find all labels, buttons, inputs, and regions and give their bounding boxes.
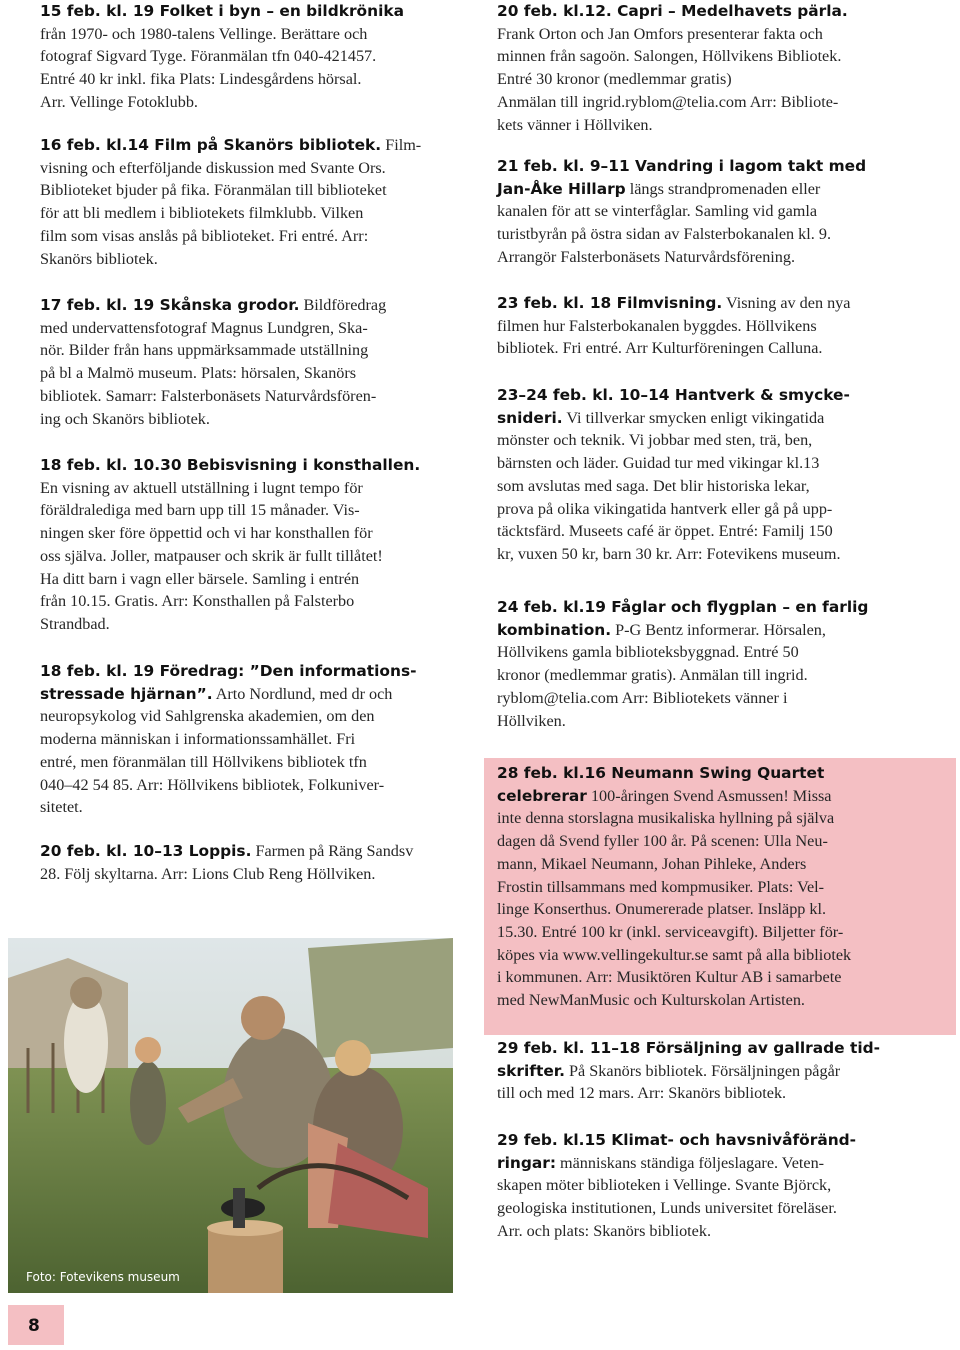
event-heading: stressade hjärnan”. xyxy=(40,684,213,703)
event-line xyxy=(40,339,386,362)
event-item xyxy=(40,660,417,819)
event-text: Höllviken. xyxy=(497,711,566,730)
event-line xyxy=(497,710,868,733)
event-line xyxy=(40,157,421,180)
event-text: Visning av den nya xyxy=(722,294,851,312)
event-text: bibliotek. Fri entré. Arr Kulturföreningen Calluna. xyxy=(497,339,823,358)
event-text: till och med 12 mars. Arr: Skanörs bibliotek. xyxy=(497,1084,787,1103)
event-line xyxy=(497,407,850,430)
event-line xyxy=(40,45,404,68)
event-heading: 16 feb. kl.14 Film på Skanörs bibliotek. xyxy=(40,136,382,154)
event-item xyxy=(40,0,404,114)
event-line xyxy=(497,114,848,137)
event-text: Höllvikens gamla biblioteksbyggnad. Entré 50 xyxy=(497,643,799,662)
event-line xyxy=(497,1220,856,1243)
event-text: mönster och teknik. Vi jobbar med sten, trä, ben, xyxy=(497,431,813,450)
event-text: Bildföredrag xyxy=(299,296,387,314)
event-text: ryblom@telia.com Arr: Bibliotekets vänner i xyxy=(497,688,788,707)
event-heading: 23–24 feb. kl. 10–14 Hantverk & smycke- xyxy=(497,386,850,404)
event-text: moderna människan i informationssamhället. Fri xyxy=(40,730,356,749)
event-heading: 21 feb. kl. 9–11 Vandring i lagom takt med xyxy=(497,157,867,175)
event-line xyxy=(497,596,868,619)
event-text: människans ständiga följeslagare. Veten- xyxy=(555,1153,825,1172)
event-text: Arr. Vellinge Fotoklubb. xyxy=(40,92,198,111)
event-line xyxy=(497,23,848,46)
event-line xyxy=(40,545,420,568)
event-line xyxy=(497,1197,856,1220)
event-heading: 15 feb. kl. 19 Folket i byn – en bildkrönika xyxy=(40,2,404,20)
event-line xyxy=(40,863,413,886)
event-text: ing och Skanörs bibliotek. xyxy=(40,409,210,428)
event-line xyxy=(497,91,848,114)
event-text: prova på olika vikingatida hantverk eller gå på upp- xyxy=(497,499,833,518)
event-line xyxy=(497,0,848,23)
event-text: Ha ditt barn i vagn eller bärsele. Samling i entrén xyxy=(40,569,360,588)
event-text: Biblioteket bjuder på fika. Föranmälan till biblioteket xyxy=(40,181,387,200)
event-line xyxy=(497,337,850,360)
event-text: dagen då Svend fyller 100 år. På scenen: Ulla Neu- xyxy=(497,832,828,851)
event-line xyxy=(497,498,850,521)
event-line xyxy=(40,179,421,202)
event-line xyxy=(40,0,404,23)
event-line xyxy=(497,921,851,944)
event-item xyxy=(40,134,421,270)
event-heading: Jan-Åke Hillarp xyxy=(497,179,626,198)
event-text: bärnsten och läder. Guidad tur med vikingar kl.13 xyxy=(497,454,820,473)
event-text: på bl a Malmö museum. Plats: hörsalen, Skanörs xyxy=(40,364,357,383)
event-text: Arr. och plats: Skanörs bibliotek. xyxy=(497,1221,712,1240)
event-item xyxy=(497,762,851,1012)
event-heading: 18 feb. kl. 10.30 Bebisvisning i konsthallen. xyxy=(40,456,421,474)
event-line xyxy=(497,1174,856,1197)
event-line xyxy=(40,23,404,46)
event-text: mann, Mikael Neumann, Johan Pihleke, Anders xyxy=(497,854,807,873)
event-item xyxy=(497,596,868,732)
event-text: linge Konserthus. Onumererade platser. Insläpp kl. xyxy=(497,900,827,919)
event-line xyxy=(40,362,386,385)
event-line xyxy=(497,200,866,223)
event-item xyxy=(497,384,850,566)
event-item xyxy=(497,155,866,269)
event-line xyxy=(497,687,868,710)
photo-viking-craft xyxy=(8,938,453,1293)
event-text: Skanörs bibliotek. xyxy=(40,249,158,268)
event-text: för att bli medlem i bibliotekets filmklubb. Vilken xyxy=(40,204,364,223)
event-heading: 29 feb. kl. 11–18 Försäljning av gallrade tid- xyxy=(497,1039,881,1057)
event-line xyxy=(497,807,851,830)
event-heading: 20 feb. kl.12. Capri – Medelhavets pärla. xyxy=(497,2,848,20)
event-line xyxy=(497,178,866,201)
event-text: En visning av aktuell utställning i lugnt tempo för xyxy=(40,478,363,497)
event-line xyxy=(40,294,386,317)
event-line xyxy=(497,664,868,687)
event-text: neuropsykolog vid Sahlgrenska akademien, om den xyxy=(40,707,375,726)
event-heading: 20 feb. kl. 10–13 Loppis. xyxy=(40,842,252,860)
event-text: P-G Bentz informerar. Hörsalen, xyxy=(611,620,826,639)
event-text: kets vänner i Höllviken. xyxy=(497,115,653,134)
event-line xyxy=(40,317,386,340)
event-line xyxy=(40,202,421,225)
event-text: entré, men föranmälan till Höllvikens bibliotek tfn xyxy=(40,752,367,771)
event-text: film som visas anslås på biblioteket. Fri entré. Arr: xyxy=(40,226,369,245)
event-line xyxy=(497,898,851,921)
event-text: 28. Följ skyltarna. Arr: Lions Club Reng Höllviken. xyxy=(40,864,376,883)
event-text: med undervattensfotograf Magnus Lundgren, Ska- xyxy=(40,318,368,337)
photo-credit: Foto: Fotevikens museum xyxy=(26,1270,180,1284)
event-item xyxy=(40,840,413,885)
event-text: från 1970- och 1980-talens Vellinge. Berättare och xyxy=(40,24,368,43)
event-text: ningen sker före öppettid och vi har konsthallen för xyxy=(40,524,373,543)
event-line xyxy=(497,966,851,989)
event-line xyxy=(40,499,420,522)
event-line xyxy=(40,248,421,271)
event-line xyxy=(497,1152,856,1175)
event-line xyxy=(40,134,421,157)
event-line xyxy=(40,68,404,91)
event-text: nör. Bilder från hans uppmärksammade utställning xyxy=(40,341,369,360)
event-text: sitetet. xyxy=(40,798,83,817)
event-line xyxy=(40,774,417,797)
event-line xyxy=(40,568,420,591)
event-heading: 18 feb. kl. 19 Föredrag: ”Den informations- xyxy=(40,662,417,680)
event-line xyxy=(497,246,866,269)
event-text: Frank Orton och Jan Omfors presenterar fakta och xyxy=(497,24,823,43)
event-item xyxy=(40,294,386,430)
event-line xyxy=(497,830,851,853)
event-heading: 29 feb. kl.15 Klimat- och havsnivåföränd- xyxy=(497,1131,857,1149)
photo-illustration xyxy=(8,938,453,1293)
event-text: som avslutas med saga. Det blir historiska lekar, xyxy=(497,476,810,495)
event-line xyxy=(497,315,850,338)
event-text: täcktsfärd. Museets café är öppet. Entré: Familj 150 xyxy=(497,522,833,541)
event-text: kanalen för att se vinterfåglar. Samling vid gamla xyxy=(497,202,818,221)
event-line xyxy=(40,705,417,728)
event-line xyxy=(497,520,850,543)
page-number: 8 xyxy=(28,1316,40,1336)
event-line xyxy=(40,408,386,431)
event-heading: skrifter. xyxy=(497,1061,565,1080)
event-text: 15.30. Entré 100 kr (inkl. serviceavgift). Biljetter för- xyxy=(497,922,844,941)
event-line xyxy=(497,1037,880,1060)
event-line xyxy=(497,944,851,967)
event-line xyxy=(497,1082,880,1105)
event-text: Farmen på Räng Sandsv xyxy=(251,842,414,860)
event-item xyxy=(497,292,850,360)
event-line xyxy=(497,384,850,407)
event-line xyxy=(40,522,420,545)
event-line xyxy=(497,292,850,315)
event-item xyxy=(497,0,848,136)
event-text: 040–42 54 85. Arr: Höllvikens bibliotek, Folkuniver- xyxy=(40,775,385,794)
event-heading: kombination. xyxy=(497,620,612,639)
event-text: Strandbad. xyxy=(40,614,110,633)
event-item xyxy=(40,454,420,636)
event-line xyxy=(40,454,420,477)
event-text: minnen från sagoön. Salongen, Höllvikens Bibliotek. xyxy=(497,47,842,66)
event-text: med NewManMusic och Kulturskolan Artisten. xyxy=(497,991,805,1010)
event-line xyxy=(497,452,850,475)
event-line xyxy=(497,1060,880,1083)
event-line xyxy=(40,385,386,408)
event-line xyxy=(40,91,404,114)
event-heading: 17 feb. kl. 19 Skånska grodor. xyxy=(40,296,300,314)
event-line xyxy=(497,429,850,452)
event-text: Arrangör Falsterbonäsets Naturvårdsförening. xyxy=(497,247,796,266)
event-line xyxy=(40,683,417,706)
event-text: köpes via www.vellingekultur.se samt på alla bibliotek xyxy=(497,945,852,964)
event-line xyxy=(497,543,850,566)
event-text: Entré 40 kr inkl. fika Plats: Lindesgårdens hörsal. xyxy=(40,70,362,89)
event-text: oss själva. Joller, matpauser och skrik är fullt tillåtet! xyxy=(40,546,383,565)
event-text: Frostin tillsammans med kompmusiker. Plats: Vel- xyxy=(497,877,825,896)
event-line xyxy=(40,660,417,683)
event-line xyxy=(497,989,851,1012)
event-line xyxy=(40,796,417,819)
event-line xyxy=(40,751,417,774)
event-text: geologiska institutionen, Lunds universitet föreläser. xyxy=(497,1199,837,1218)
event-item xyxy=(497,1037,880,1105)
event-text: bibliotek. Samarr: Falsterbonäsets Naturvårdsfören- xyxy=(40,386,377,405)
event-line xyxy=(40,613,420,636)
event-text: visning och efterföljande diskussion med Svante Ors. xyxy=(40,158,386,177)
event-text: Film- xyxy=(381,136,422,154)
event-line xyxy=(497,223,866,246)
event-text: föräldralediga med barn upp till 15 månader. Vis- xyxy=(40,501,360,520)
event-text: Anmälan till ingrid.ryblom@telia.com Arr: Bibliote- xyxy=(497,92,839,111)
event-text: skapen möter biblioteken i Vellinge. Svante Björck, xyxy=(497,1176,832,1195)
event-line xyxy=(497,155,866,178)
event-heading: snideri. xyxy=(497,408,563,427)
event-heading: 23 feb. kl. 18 Filmvisning. xyxy=(497,294,723,312)
event-line xyxy=(40,840,413,863)
event-line xyxy=(497,853,851,876)
event-line xyxy=(40,225,421,248)
event-line xyxy=(497,876,851,899)
event-text: 100-åringen Svend Asmussen! Missa xyxy=(586,786,832,805)
event-line xyxy=(497,68,848,91)
event-text: inte denna storslagna musikaliska hyllning på själva xyxy=(497,809,835,828)
event-line xyxy=(497,641,868,664)
event-text: Arto Nordlund, med dr och xyxy=(212,684,393,703)
event-text: Vi tillverkar smycken enligt vikingatida xyxy=(562,408,825,427)
event-item xyxy=(497,1129,856,1243)
event-line xyxy=(497,45,848,68)
event-text: turistbyrån på östra sidan av Falsterbokanalen kl. 9. xyxy=(497,225,832,244)
event-text: kronor (medlemmar gratis). Anmälan till ingrid. xyxy=(497,666,808,685)
event-line xyxy=(40,477,420,500)
event-heading: 28 feb. kl.16 Neumann Swing Quartet xyxy=(497,764,825,782)
event-line xyxy=(40,590,420,613)
event-line xyxy=(497,1129,856,1152)
event-line xyxy=(497,762,851,785)
event-text: filmen hur Falsterbokanalen byggdes. Höllvikens xyxy=(497,316,817,335)
event-text: fotograf Sigvard Tyge. Föranmälan tfn 040-421457. xyxy=(40,47,377,66)
event-line xyxy=(40,728,417,751)
event-line xyxy=(497,785,851,808)
event-text: kr, vuxen 50 kr, barn 30 kr. Arr: Fotevikens museum. xyxy=(497,544,841,563)
event-line xyxy=(497,619,868,642)
event-heading: celebrerar xyxy=(497,786,587,805)
event-text: från 10.15. Gratis. Arr: Konsthallen på Falsterbo xyxy=(40,592,355,611)
event-heading: ringar: xyxy=(497,1153,556,1172)
event-heading: 24 feb. kl.19 Fåglar och flygplan – en farlig xyxy=(497,598,869,616)
event-text: längs strandpromenaden eller xyxy=(625,179,821,198)
event-text: i kommunen. Arr: Musiktören Kultur AB i samarbete xyxy=(497,968,842,987)
event-text: På Skanörs bibliotek. Försäljningen pågår xyxy=(565,1061,841,1080)
event-line xyxy=(497,475,850,498)
event-text: Entré 30 kronor (medlemmar gratis) xyxy=(497,70,732,89)
